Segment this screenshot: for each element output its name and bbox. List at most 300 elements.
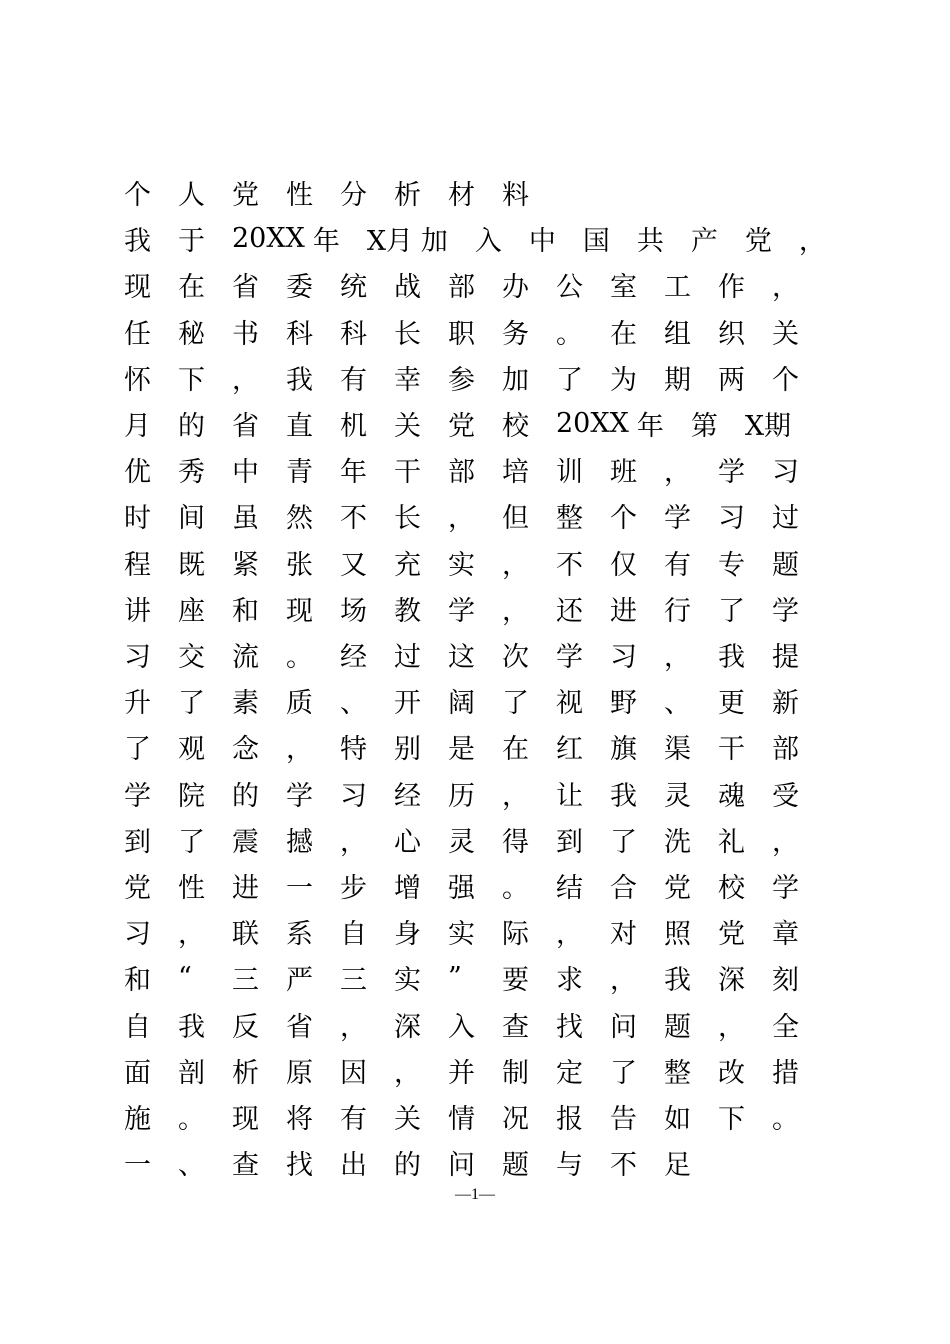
text-char: 一 xyxy=(286,872,313,904)
text-char: 习 xyxy=(718,502,745,534)
text-char: 了 xyxy=(610,1057,637,1089)
text-char: 充 xyxy=(394,549,421,581)
text-char: 20XX xyxy=(556,407,629,439)
text-char: 学 xyxy=(772,595,799,627)
text-char: 两 xyxy=(718,364,745,396)
text-char: 了 xyxy=(502,687,529,719)
text-char: 中 xyxy=(232,456,259,488)
text-char: 现 xyxy=(232,1103,259,1135)
text-char: 整 xyxy=(556,502,583,534)
text-char: 是 xyxy=(448,733,475,765)
text-char: 月 xyxy=(124,410,151,442)
text-char: 的 xyxy=(394,1149,421,1181)
text-char: 机 xyxy=(340,410,367,442)
text-char: 但 xyxy=(502,502,529,534)
text-char: 别 xyxy=(394,733,421,765)
text-char: 经 xyxy=(394,780,421,812)
text-char: 班 xyxy=(610,456,637,488)
text-char: 结 xyxy=(556,872,583,904)
text-char: 科 xyxy=(286,318,313,350)
text-char: 现 xyxy=(124,271,151,303)
text-char: 关 xyxy=(772,318,799,350)
text-char: 如 xyxy=(664,1103,691,1135)
text-char: 联 xyxy=(232,918,259,950)
text-char: 历 xyxy=(448,780,475,812)
text-char: 身 xyxy=(394,918,421,950)
text-char: ， xyxy=(664,641,691,673)
text-char: 制 xyxy=(502,1057,529,1089)
text-line xyxy=(124,542,826,582)
text-char: 然 xyxy=(286,502,313,534)
text-char: ， xyxy=(232,364,259,396)
text-char: 又 xyxy=(340,549,367,581)
text-char: 流 xyxy=(232,641,259,673)
text-char: 自 xyxy=(124,1011,151,1043)
text-char: 况 xyxy=(502,1103,529,1135)
text-char: 我 xyxy=(286,364,313,396)
text-char: 一 xyxy=(124,1149,151,1181)
text-char: 党 xyxy=(232,179,259,211)
text-char: 系 xyxy=(286,918,313,950)
text-char: 与 xyxy=(556,1149,583,1181)
text-char: 步 xyxy=(340,872,367,904)
text-char: 长 xyxy=(394,318,421,350)
text-char: 的 xyxy=(232,780,259,812)
text-char: 析 xyxy=(232,1057,259,1089)
text-line xyxy=(124,865,826,905)
text-char: 工 xyxy=(664,271,691,303)
text-char: 深 xyxy=(718,964,745,996)
text-char: 措 xyxy=(772,1057,799,1089)
text-char: 部 xyxy=(448,271,475,303)
text-char: 仅 xyxy=(610,549,637,581)
text-char: 培 xyxy=(502,456,529,488)
text-char: 。 xyxy=(556,318,583,350)
text-char: 委 xyxy=(286,271,313,303)
text-char: 魂 xyxy=(718,780,745,812)
text-char: 场 xyxy=(340,595,367,627)
text-line xyxy=(124,1142,718,1182)
text-line xyxy=(124,634,826,674)
text-char: 问 xyxy=(610,1011,637,1043)
text-char: 并 xyxy=(448,1057,475,1089)
text-char: 实 xyxy=(448,549,475,581)
text-char: 情 xyxy=(448,1103,475,1135)
text-char: 有 xyxy=(664,549,691,581)
text-char: ， xyxy=(178,918,205,950)
text-char: 关 xyxy=(394,1103,421,1135)
text-char: 、 xyxy=(178,1149,205,1181)
text-char: 座 xyxy=(178,595,205,627)
text-char: 对 xyxy=(610,918,637,950)
text-char: ， xyxy=(556,918,583,950)
text-char: 这 xyxy=(448,641,475,673)
text-char: 间 xyxy=(178,502,205,534)
text-char: 视 xyxy=(556,687,583,719)
text-char: 训 xyxy=(556,456,583,488)
text-char: 年 xyxy=(312,225,340,257)
text-char: 告 xyxy=(610,1103,637,1135)
text-char: 20XX xyxy=(232,222,305,254)
text-char: 组 xyxy=(664,318,691,350)
text-char: 出 xyxy=(340,1149,367,1181)
text-char: 过 xyxy=(772,502,799,534)
text-char: 现 xyxy=(286,595,313,627)
text-char: 查 xyxy=(232,1149,259,1181)
text-char: 直 xyxy=(286,410,313,442)
text-char: 。 xyxy=(772,1103,799,1135)
text-char: 产 xyxy=(690,225,718,257)
text-char: 原 xyxy=(286,1057,313,1089)
text-char: 省 xyxy=(232,271,259,303)
text-char: 我 xyxy=(664,964,691,996)
text-line xyxy=(124,588,826,628)
text-char: 干 xyxy=(718,733,745,765)
text-char: 习 xyxy=(610,641,637,673)
text-char: 既 xyxy=(178,549,205,581)
text-char: 了 xyxy=(718,595,745,627)
text-char: 受 xyxy=(772,780,799,812)
text-char: 习 xyxy=(772,456,799,488)
text-char: 到 xyxy=(124,826,151,858)
text-char: 秀 xyxy=(178,456,205,488)
text-char: 、 xyxy=(340,687,367,719)
text-char: 有 xyxy=(340,364,367,396)
text-char: ， xyxy=(286,733,313,765)
text-char: 章 xyxy=(772,918,799,950)
text-char: 念 xyxy=(232,733,259,765)
text-char: 问 xyxy=(448,1149,475,1181)
text-char: ， xyxy=(772,826,799,858)
text-line xyxy=(124,495,826,535)
text-char: 新 xyxy=(772,687,799,719)
text-char: ” xyxy=(448,961,462,993)
text-char: 不 xyxy=(556,549,583,581)
text-char: 省 xyxy=(232,410,259,442)
text-char: 有 xyxy=(340,1103,367,1135)
text-char: 虽 xyxy=(232,502,259,534)
text-char: 党 xyxy=(664,872,691,904)
text-char: 照 xyxy=(664,918,691,950)
text-char: 于 xyxy=(178,225,205,257)
text-char: 灵 xyxy=(664,780,691,812)
text-char: ， xyxy=(340,1011,367,1043)
text-char: 个 xyxy=(772,364,799,396)
text-char: 特 xyxy=(340,733,367,765)
text-char: 定 xyxy=(556,1057,583,1089)
text-char: 党 xyxy=(718,918,745,950)
text-line xyxy=(124,911,826,951)
text-char: 实 xyxy=(448,918,475,950)
text-char: 习 xyxy=(124,918,151,950)
text-char: 将 xyxy=(286,1103,313,1135)
text-char: 升 xyxy=(124,687,151,719)
text-char: 了 xyxy=(178,687,205,719)
text-char: 室 xyxy=(610,271,637,303)
text-char: 。 xyxy=(502,872,529,904)
text-char: 材 xyxy=(448,179,475,211)
text-char: 阔 xyxy=(448,687,475,719)
text-char: X期 xyxy=(744,410,792,442)
text-char: 找 xyxy=(556,1011,583,1043)
text-char: 务 xyxy=(502,318,529,350)
text-line xyxy=(124,357,826,397)
text-char: 入 xyxy=(474,225,502,257)
text-char: 学 xyxy=(448,595,475,627)
text-char: 了 xyxy=(178,826,205,858)
text-line xyxy=(124,726,826,766)
text-line xyxy=(124,1096,826,1136)
text-char: 合 xyxy=(610,872,637,904)
text-char: 我 xyxy=(718,641,745,673)
text-char: 找 xyxy=(286,1149,313,1181)
text-char: 中 xyxy=(528,225,556,257)
text-char: 了 xyxy=(556,364,583,396)
text-char: 经 xyxy=(340,641,367,673)
text-char: 秘 xyxy=(178,318,205,350)
text-char: 专 xyxy=(718,549,745,581)
text-char: 党 xyxy=(744,225,772,257)
text-char: 野 xyxy=(610,687,637,719)
text-char: 料 xyxy=(502,179,529,211)
text-char: 和 xyxy=(232,595,259,627)
text-char: 震 xyxy=(232,826,259,858)
text-char: 的 xyxy=(178,410,205,442)
text-char: 剖 xyxy=(178,1057,205,1089)
text-char: ， xyxy=(502,780,529,812)
text-char: 职 xyxy=(448,318,475,350)
text-char: 足 xyxy=(664,1149,691,1181)
text-char: 洗 xyxy=(664,826,691,858)
text-char: 加 xyxy=(420,225,448,257)
text-char: 题 xyxy=(664,1011,691,1043)
text-char: 织 xyxy=(718,318,745,350)
text-char: 灵 xyxy=(448,826,475,858)
text-line xyxy=(124,680,826,720)
text-char: ， xyxy=(394,1057,421,1089)
text-char: X月 xyxy=(366,225,414,257)
text-char: 第 xyxy=(690,410,718,442)
text-char: 个 xyxy=(610,502,637,534)
text-char: 际 xyxy=(502,918,529,950)
text-char: 程 xyxy=(124,549,151,581)
text-line xyxy=(124,957,826,997)
text-line xyxy=(124,449,826,489)
text-char: ， xyxy=(448,502,475,534)
text-char: 张 xyxy=(286,549,313,581)
text-char: 过 xyxy=(394,641,421,673)
text-char: 反 xyxy=(232,1011,259,1043)
text-char: 和 xyxy=(124,964,151,996)
text-char: 撼 xyxy=(286,826,313,858)
text-char: 。 xyxy=(178,1103,205,1135)
text-line xyxy=(124,218,853,258)
text-char: 干 xyxy=(394,456,421,488)
text-char: 三 xyxy=(232,964,259,996)
text-char: 。 xyxy=(286,641,313,673)
text-char: 党 xyxy=(448,410,475,442)
text-char: 、 xyxy=(664,687,691,719)
text-char: 红 xyxy=(556,733,583,765)
text-char: 年 xyxy=(340,456,367,488)
text-char: ， xyxy=(718,1011,745,1043)
text-char: 整 xyxy=(664,1057,691,1089)
text-char: ， xyxy=(798,225,826,257)
text-char: 共 xyxy=(636,225,664,257)
text-char: 习 xyxy=(340,780,367,812)
text-char: 人 xyxy=(178,179,205,211)
text-char: 自 xyxy=(340,918,367,950)
text-char: 报 xyxy=(556,1103,583,1135)
text-line xyxy=(124,311,826,351)
text-char: 素 xyxy=(232,687,259,719)
text-char: 深 xyxy=(394,1011,421,1043)
text-char: 题 xyxy=(772,549,799,581)
text-char: 交 xyxy=(178,641,205,673)
text-char: 加 xyxy=(502,364,529,396)
text-char: 校 xyxy=(502,410,529,442)
page-number: —1— xyxy=(455,1186,495,1203)
text-char: 分 xyxy=(340,179,367,211)
text-char: 求 xyxy=(556,964,583,996)
text-char: 办 xyxy=(502,271,529,303)
text-char: 个 xyxy=(124,179,151,211)
text-char: 行 xyxy=(664,595,691,627)
text-char: 入 xyxy=(448,1011,475,1043)
text-char: ， xyxy=(502,595,529,627)
text-char: 得 xyxy=(502,826,529,858)
text-line xyxy=(124,1004,826,1044)
text-char: 幸 xyxy=(394,364,421,396)
text-char: 我 xyxy=(610,780,637,812)
text-char: 进 xyxy=(610,595,637,627)
text-char: 增 xyxy=(394,872,421,904)
text-char: 施 xyxy=(124,1103,151,1135)
text-char: 学 xyxy=(556,641,583,673)
text-char: 书 xyxy=(232,318,259,350)
text-char: 性 xyxy=(286,179,313,211)
text-char: 强 xyxy=(448,872,475,904)
text-char: 改 xyxy=(718,1057,745,1089)
text-char: 长 xyxy=(394,502,421,534)
text-line xyxy=(124,1050,826,1090)
text-char: 还 xyxy=(556,595,583,627)
text-char: 省 xyxy=(286,1011,313,1043)
text-char: 统 xyxy=(340,271,367,303)
text-line xyxy=(124,403,799,443)
text-char: 习 xyxy=(124,641,151,673)
text-char: 学 xyxy=(718,456,745,488)
text-char: 我 xyxy=(178,1011,205,1043)
text-char: 了 xyxy=(610,826,637,858)
text-char: 紧 xyxy=(232,549,259,581)
text-char: 查 xyxy=(502,1011,529,1043)
text-char: 质 xyxy=(286,687,313,719)
text-char: 面 xyxy=(124,1057,151,1089)
text-char: 学 xyxy=(664,502,691,534)
text-char: 青 xyxy=(286,456,313,488)
text-char: 年 xyxy=(636,410,664,442)
text-char: 到 xyxy=(556,826,583,858)
text-char: 更 xyxy=(718,687,745,719)
text-line xyxy=(124,773,826,813)
text-char: 院 xyxy=(178,780,205,812)
text-char: 渠 xyxy=(664,733,691,765)
text-char: 题 xyxy=(502,1149,529,1181)
text-char: ， xyxy=(502,549,529,581)
text-char: 我 xyxy=(124,225,151,257)
text-line xyxy=(124,819,826,859)
text-char: 时 xyxy=(124,502,151,534)
text-char: 讲 xyxy=(124,595,151,627)
text-char: 开 xyxy=(394,687,421,719)
text-char: 让 xyxy=(556,780,583,812)
text-char: 学 xyxy=(124,780,151,812)
text-char: 要 xyxy=(502,964,529,996)
text-char: 教 xyxy=(394,595,421,627)
text-char: 关 xyxy=(394,410,421,442)
text-char: 期 xyxy=(664,364,691,396)
text-char: 怀 xyxy=(124,364,151,396)
document-title xyxy=(124,172,556,212)
text-char: 部 xyxy=(772,733,799,765)
text-char: 严 xyxy=(286,964,313,996)
text-char: ， xyxy=(772,271,799,303)
text-char: 在 xyxy=(178,271,205,303)
text-char: 党 xyxy=(124,872,151,904)
text-char: 次 xyxy=(502,641,529,673)
text-char: 性 xyxy=(178,872,205,904)
text-char: 参 xyxy=(448,364,475,396)
text-char: 三 xyxy=(340,964,367,996)
text-char: 旗 xyxy=(610,733,637,765)
text-char: 下 xyxy=(718,1103,745,1135)
text-char: 析 xyxy=(394,179,421,211)
text-char: 优 xyxy=(124,456,151,488)
text-char: 不 xyxy=(340,502,367,534)
text-char: 全 xyxy=(772,1011,799,1043)
text-char: 因 xyxy=(340,1057,367,1089)
text-char: “ xyxy=(178,961,192,993)
text-char: 不 xyxy=(610,1149,637,1181)
text-char: 国 xyxy=(582,225,610,257)
text-char: 在 xyxy=(610,318,637,350)
text-char: 刻 xyxy=(772,964,799,996)
text-char: 礼 xyxy=(718,826,745,858)
text-char: 战 xyxy=(394,271,421,303)
text-char: 作 xyxy=(718,271,745,303)
text-char: 学 xyxy=(286,780,313,812)
text-char: 为 xyxy=(610,364,637,396)
text-char: 进 xyxy=(232,872,259,904)
text-char: ， xyxy=(340,826,367,858)
text-char: 学 xyxy=(772,872,799,904)
text-char: 下 xyxy=(178,364,205,396)
text-char: 实 xyxy=(394,964,421,996)
text-char: 公 xyxy=(556,271,583,303)
text-char: 科 xyxy=(340,318,367,350)
text-char: 了 xyxy=(124,733,151,765)
text-char: 心 xyxy=(394,826,421,858)
text-char: 在 xyxy=(502,733,529,765)
text-char: 提 xyxy=(772,641,799,673)
text-char: ， xyxy=(610,964,637,996)
text-char: 部 xyxy=(448,456,475,488)
text-char: 观 xyxy=(178,733,205,765)
text-line xyxy=(124,264,826,304)
text-char: 任 xyxy=(124,318,151,350)
text-char: ， xyxy=(664,456,691,488)
